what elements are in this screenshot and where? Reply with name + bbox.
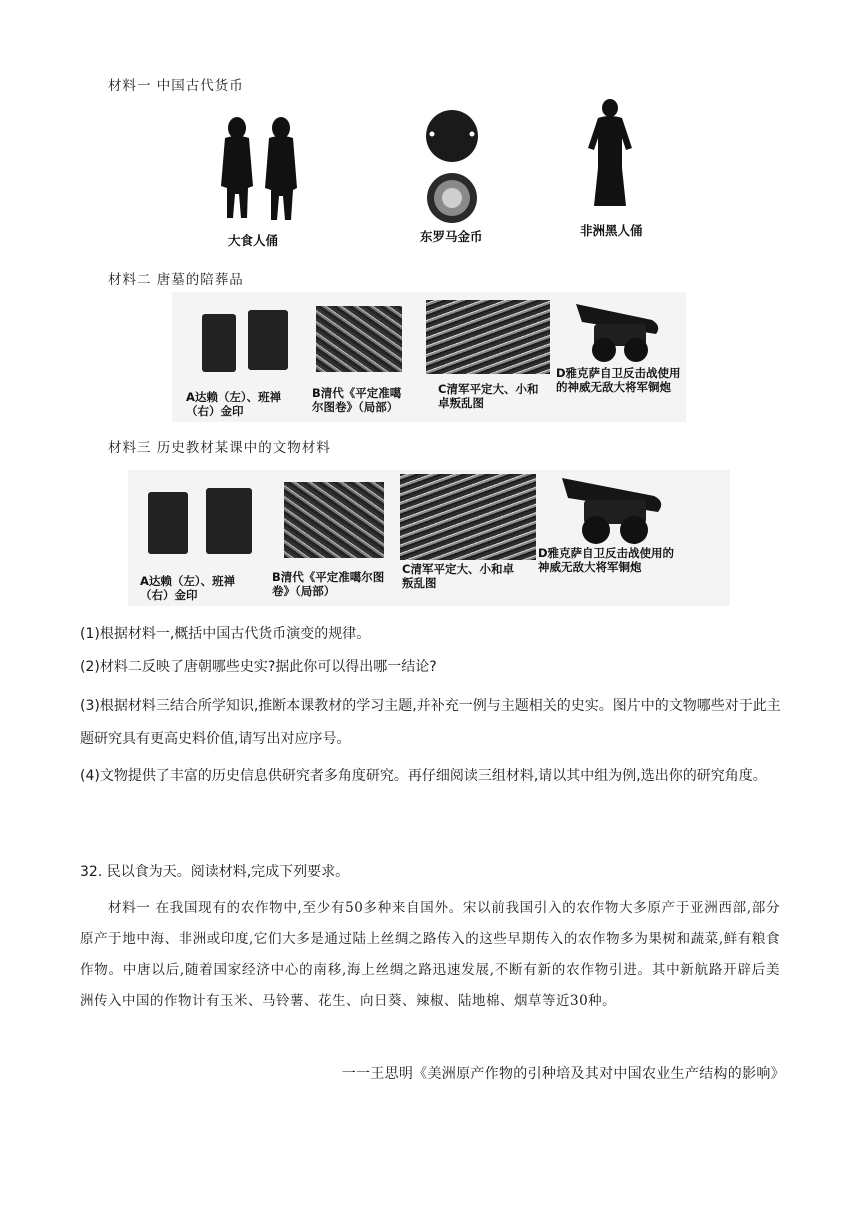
material3-figures <box>128 470 730 606</box>
question-1: (1)根据材料一,概括中国古代货币演变的规律。 <box>80 626 371 642</box>
seal-image <box>206 488 252 554</box>
source-citation: 一一王思明《美洲原产作物的引种培及其对中国农业生产结构的影响》 <box>341 1066 785 1082</box>
material2-heading: 材料二 唐墓的陪葬品 <box>108 272 244 288</box>
figure-caption: B清代《平定准噶尔图卷》（局部） <box>272 570 385 598</box>
figure-caption: D雅克萨自卫反击战使用的神威无敌大将军铜炮 <box>538 546 675 574</box>
question-4: (4)文物提供了丰富的历史信息供研究者多角度研究。再仔细阅读三组材料,请以其中组为例,选出你的研究角度。 <box>80 768 767 784</box>
figure-caption: A达赖（左）、班禅（右）金印 <box>186 390 282 418</box>
figure-caption: D雅克萨自卫反击战使用的神威无敌大将军铜炮 <box>556 366 681 394</box>
cannon-image <box>572 296 664 366</box>
figure-caption: A达赖（左）、班禅（右）金印 <box>140 574 236 602</box>
gold-coin-image <box>422 106 482 228</box>
seal-image <box>202 314 236 372</box>
question-3: (3)根据材料三结合所学知识,推断本课教材的学习主题,并补充一例与主题相关的史实。图片中的文物哪些对于此主题研究具有更高史料价值,请写出对应序号。 <box>80 698 781 747</box>
battle-painting-image <box>426 300 550 374</box>
african-figurine-image <box>580 98 640 210</box>
seal-image <box>248 310 288 370</box>
painting-image <box>316 306 402 372</box>
figure-caption: 大食人俑 <box>228 233 279 248</box>
battle-painting-image <box>400 474 536 560</box>
figure-caption: 非洲黑人俑 <box>580 223 643 238</box>
question-32-material: 材料一 在我国现有的农作物中,至少有50多种来自国外。宋以前我国引入的农作物大多原产于亚洲西部,部分原产于地中海、非洲或印度,它们大多是通过陆上丝绸之路传入的这些早期传入的农作物多为果树和蔬菜,鲜有粮食作物。中唐以后,随着国家经济中心的南移,海上丝绸之路迅速发展,不断有新的农作物引进。其中新航路开辟后美洲传入中国的作物计有玉米、马铃薯、花生、向日葵、辣椒、陆地棉、烟草等近30种。 <box>80 900 780 1009</box>
question-32-title: 32. 民以食为天。阅读材料,完成下列要求。 <box>80 864 350 880</box>
painting-image <box>284 482 384 558</box>
figure-caption: 东罗马金币 <box>420 229 483 244</box>
material3-heading: 材料三 历史教材某课中的文物材料 <box>108 440 331 456</box>
figure-caption: C清军平定大、小和卓叛乱图 <box>438 382 539 410</box>
figure-caption: B清代《平定准噶尔图卷》（局部） <box>312 386 402 414</box>
question-2: (2)材料二反映了唐朝哪些史实?据此你可以得出哪一结论? <box>80 659 437 675</box>
figure-caption: C清军平定大、小和卓叛乱图 <box>402 562 514 590</box>
material1-figures <box>200 96 680 256</box>
material2-figures <box>172 292 686 422</box>
tang-figurines-image <box>215 116 305 221</box>
cannon-image <box>558 470 668 548</box>
material1-heading: 材料一 中国古代货币 <box>108 78 244 94</box>
seal-image <box>148 492 188 554</box>
